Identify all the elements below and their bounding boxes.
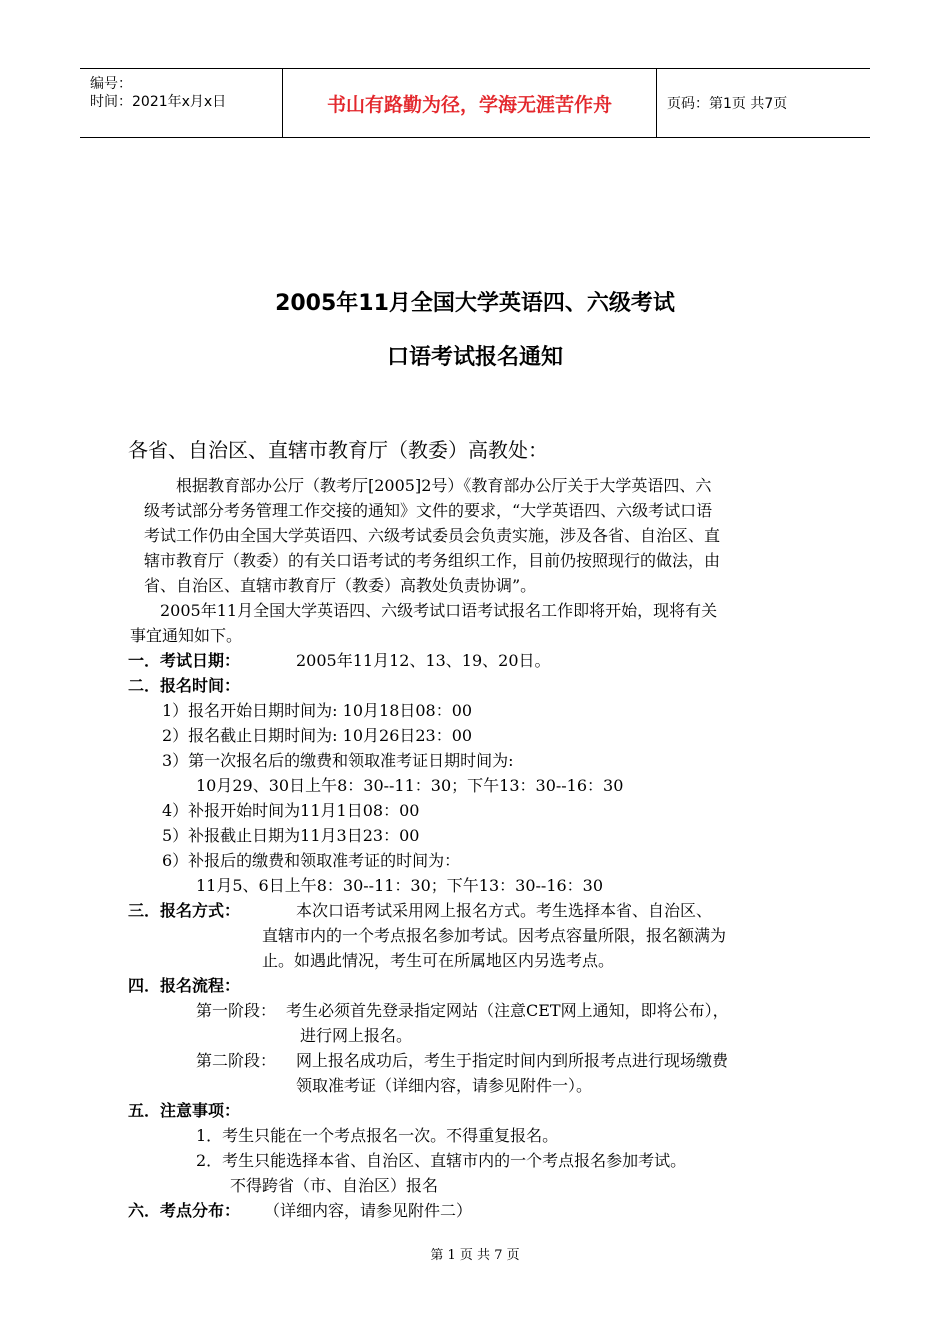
- page-footer: 第 1 页 共 7 页: [430, 1248, 520, 1263]
- page-header-table: [80, 68, 870, 138]
- time-label: 时间：2021年x月x日: [90, 94, 227, 110]
- salutation: 各省、自治区、直辖市教育厅（教委）高教处：: [128, 438, 548, 462]
- code-label: 编号：: [90, 76, 132, 92]
- list-item: 4）补报开始时间为11月1日08：00: [162, 801, 420, 820]
- body-line: 领取准考证（详细内容，请参见附件一）。: [296, 1076, 593, 1095]
- intro-line: 根据教育部办公厅（教考厅[2005]2号）《教育部办公厅关于大学英语四、六: [176, 476, 712, 495]
- intro-line: 省、自治区、直辖市教育厅（教委）高教处负责协调”。: [144, 576, 537, 595]
- section-heading: 三．报名方式：: [128, 901, 241, 920]
- section-heading: 六．考点分布：: [128, 1201, 241, 1220]
- list-item: 11月5、6日上午8：30--11：30；下午13：30--16：30: [196, 876, 604, 895]
- list-item: 3）第一次报名后的缴费和领取准考证日期时间为:: [162, 751, 514, 770]
- page-info-cell: 页码：第1页 共7页: [667, 96, 788, 112]
- section-heading: 一．考试日期：: [128, 651, 241, 670]
- list-item: 5）补报截止日期为11月3日23：00: [162, 826, 420, 845]
- intro-line: 2005年11月全国大学英语四、六级考试口语考试报名工作即将开始，现将有关: [160, 601, 718, 620]
- exam-date: 2005年11月12、13、19、20日。: [296, 651, 551, 670]
- body-line: （详细内容，请参见附件二）: [264, 1201, 473, 1220]
- section-heading: 四．报名流程：: [128, 976, 241, 995]
- body-line: 考生必须首先登录指定网站（注意CET网上通知，即将公布），: [286, 1001, 729, 1020]
- body-line: 直辖市内的一个考点报名参加考试。因考点容量所限，报名额满为: [262, 926, 727, 945]
- intro-line: 事宜通知如下。: [130, 626, 243, 645]
- body-line: 进行网上报名。: [300, 1026, 413, 1045]
- body-line: 止。如遇此情况，考生可在所属地区内另选考点。: [262, 951, 615, 970]
- list-item: 6）补报后的缴费和领取准考证的时间为：: [162, 851, 461, 870]
- intro-line: 级考试部分考务管理工作交接的通知》文件的要求，“大学英语四、六级考试口语: [144, 501, 713, 520]
- list-item: 2．考生只能选择本省、自治区、直辖市内的一个考点报名参加考试。: [196, 1151, 687, 1170]
- document-subtitle: 口语考试报名通知: [386, 345, 563, 370]
- body-line: 网上报名成功后，考生于指定时间内到所报考点进行现场缴费: [296, 1051, 729, 1070]
- header-meta-cell: [80, 69, 282, 137]
- stage-label: 第一阶段：: [196, 1001, 277, 1020]
- list-item: 1）报名开始日期时间为: 10月18日08：00: [162, 701, 473, 720]
- body-line: 本次口语考试采用网上报名方式。考生选择本省、自治区、: [296, 901, 713, 920]
- intro-line: 考试工作仍由全国大学英语四、六级考试委员会负责实施，涉及各省、自治区、直: [144, 526, 721, 545]
- list-item: 不得跨省（市、自治区）报名: [230, 1176, 439, 1195]
- list-item: 10月29、30日上午8：30--11：30；下午13：30--16：30: [196, 776, 624, 795]
- list-item: 2）报名截止日期时间为: 10月26日23：00: [162, 726, 473, 745]
- intro-line: 辖市教育厅（教委）的有关口语考试的考务组织工作，目前仍按照现行的做法，由: [144, 551, 721, 570]
- list-item: 1．考生只能在一个考点报名一次。不得重复报名。: [196, 1126, 559, 1145]
- section-heading: 五．注意事项：: [128, 1101, 241, 1120]
- section-heading: 二．报名时间：: [128, 676, 241, 695]
- document-title: 2005年11月全国大学英语四、六级考试: [275, 291, 675, 316]
- motto-cell: 书山有路勤为径，学海无涯苦作舟: [282, 69, 657, 137]
- stage-label: 第二阶段：: [196, 1051, 277, 1070]
